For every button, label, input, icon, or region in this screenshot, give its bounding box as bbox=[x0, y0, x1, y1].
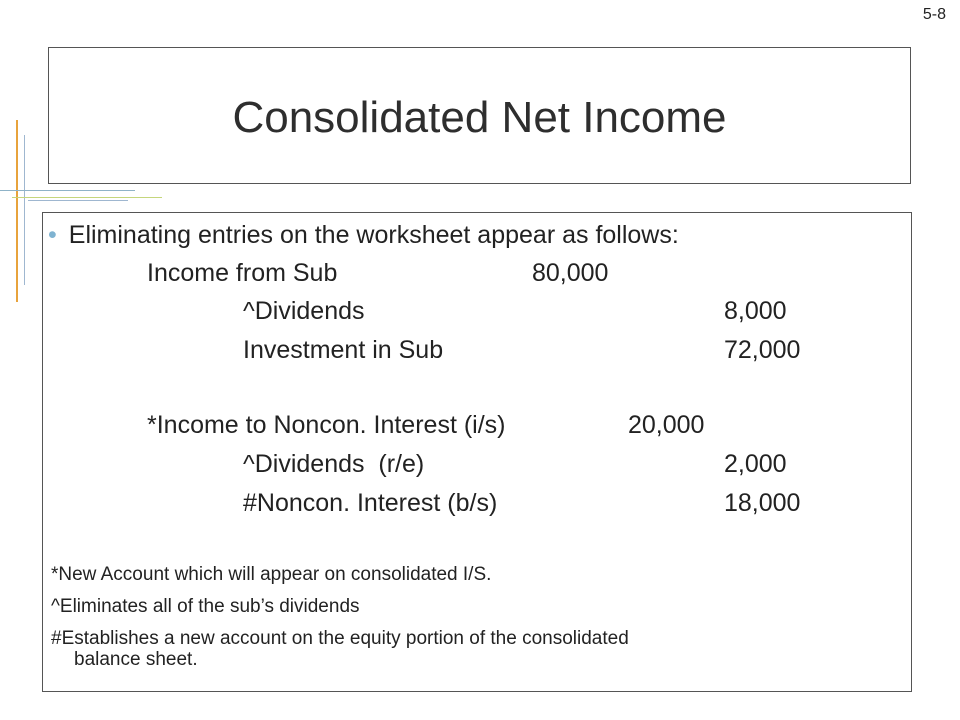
entry-account: #Noncon. Interest (b/s) bbox=[243, 489, 498, 517]
entry-account: Income from Sub bbox=[147, 259, 338, 287]
footnote: ^Eliminates all of the sub’s dividends bbox=[51, 596, 360, 617]
bullet-item bbox=[48, 221, 679, 250]
bullet-text: Eliminating entries on the worksheet appear as follows: bbox=[68, 221, 679, 249]
decorative-line bbox=[24, 135, 25, 285]
entry-account: *Income to Noncon. Interest (i/s) bbox=[147, 411, 506, 439]
bullet-icon: • bbox=[48, 221, 57, 249]
entry-amount: 2,000 bbox=[724, 450, 787, 478]
entry-amount: 72,000 bbox=[724, 336, 801, 364]
footnote: *New Account which will appear on consolidated I/S. bbox=[51, 564, 492, 585]
slide-title: Consolidated Net Income bbox=[232, 92, 727, 142]
entry-account: ^Dividends bbox=[243, 297, 365, 325]
decorative-line bbox=[16, 120, 18, 302]
decorative-line bbox=[12, 197, 162, 198]
entry-account: Investment in Sub bbox=[243, 336, 444, 364]
entry-amount: 80,000 bbox=[532, 259, 609, 287]
entry-amount: 8,000 bbox=[724, 297, 787, 325]
entry-amount: 18,000 bbox=[724, 489, 801, 517]
title-box bbox=[48, 47, 911, 184]
entry-amount: 20,000 bbox=[628, 411, 705, 439]
footnote: #Establishes a new account on the equity portion of the consolidated bbox=[51, 628, 629, 649]
decorative-line bbox=[0, 190, 135, 191]
entry-account: ^Dividends (r/e) bbox=[243, 450, 425, 478]
footnote: balance sheet. bbox=[74, 649, 198, 670]
decorative-line bbox=[28, 200, 128, 201]
slide-number: 5-8 bbox=[922, 6, 946, 23]
